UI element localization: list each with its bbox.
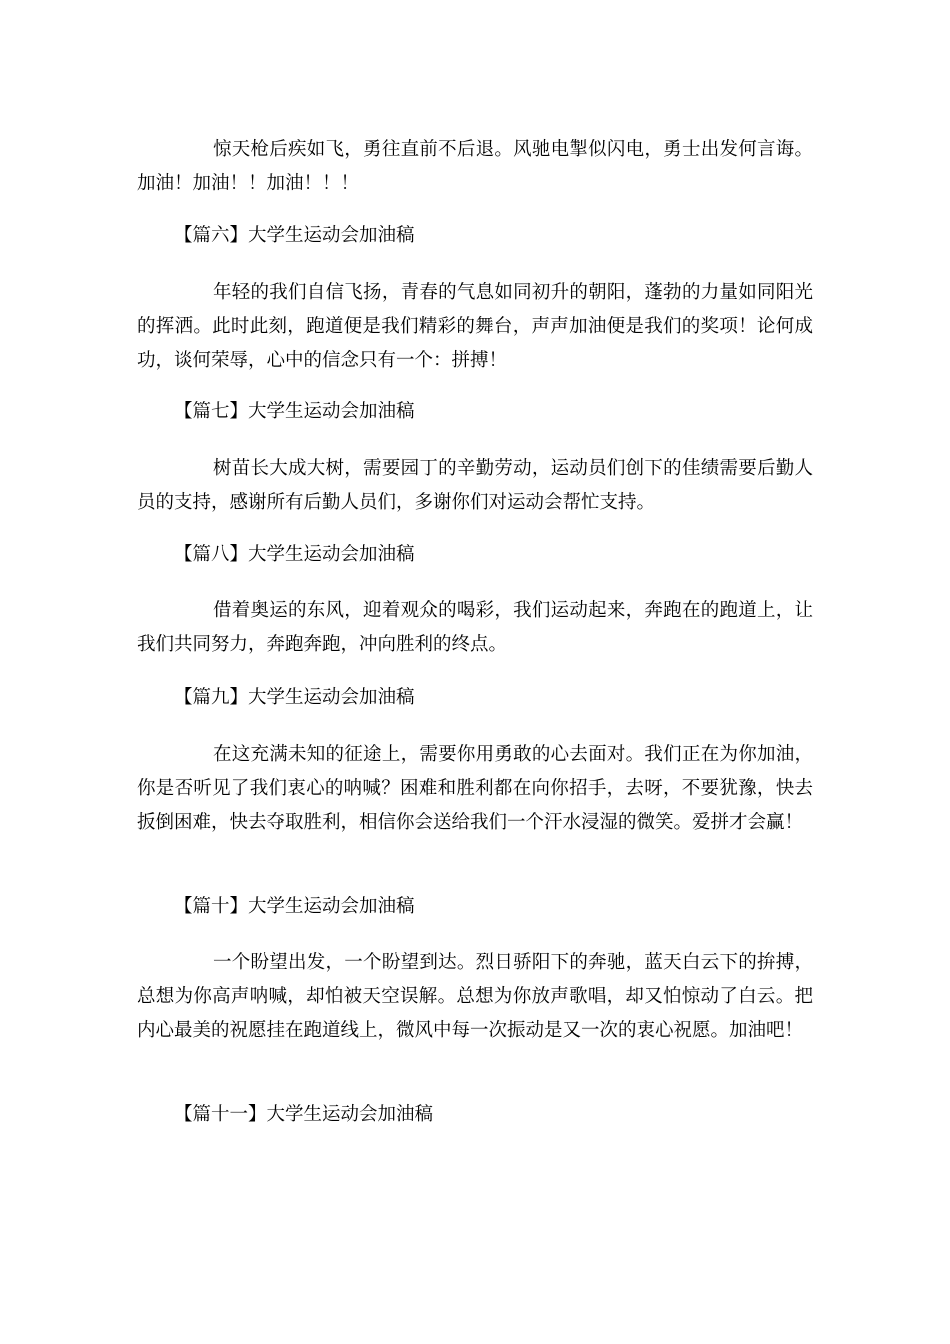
heading-section-11: 【篇十一】大学生运动会加油稿 <box>174 1104 434 1125</box>
heading-section-8: 【篇八】大学生运动会加油稿 <box>174 544 415 565</box>
paragraph-section-6: 年轻的我们自信飞扬，青春的气息如同初升的朝阳，蓬勃的力量如同阳光的挥洒。此时此刻，跑道便是我们精彩的舞台，声声加油便是我们的奖项！论何成功，谈何荣辱，心中的信念只有一个：拼搏！ <box>137 282 813 371</box>
heading-section-7: 【篇七】大学生运动会加油稿 <box>174 401 415 422</box>
paragraph-section-10: 一个盼望出发，一个盼望到达。烈日骄阳下的奔驰，蓝天白云下的拚搏，总想为你高声呐喊，却怕被天空误解。总想为你放声歌唱，却又怕惊动了白云。把内心最美的祝愿挂在跑道线上，微风中每一次振动是又一次的衷心祝愿。加油吧！ <box>137 952 813 1041</box>
paragraph-section-7: 树苗长大成大树，需要园丁的辛勤劳动，运动员们创下的佳绩需要后勤人员的支持，感谢所有后勤人员们，多谢你们对运动会帮忙支持。 <box>137 458 813 513</box>
heading-section-10: 【篇十】大学生运动会加油稿 <box>174 896 415 917</box>
paragraph-section-5: 惊天枪后疾如飞，勇往直前不后退。风驰电掣似闪电，勇士出发何言诲。加油！加油！！加油！！！ <box>137 139 813 194</box>
heading-section-9: 【篇九】大学生运动会加油稿 <box>174 687 415 708</box>
paragraph-section-8: 借着奥运的东风，迎着观众的喝彩，我们运动起来，奔跑在的跑道上，让我们共同努力，奔跑奔跑，冲向胜利的终点。 <box>137 600 813 655</box>
heading-section-6: 【篇六】大学生运动会加油稿 <box>174 225 415 246</box>
paragraph-section-9: 在这充满未知的征途上，需要你用勇敢的心去面对。我们正在为你加油，你是否听见了我们衷心的呐喊？困难和胜利都在向你招手，去呀，不要犹豫，快去扳倒困难，快去夺取胜利，相信你会送给我们一个汗水浸湿的微笑。爱拼才会赢！ <box>137 744 813 833</box>
